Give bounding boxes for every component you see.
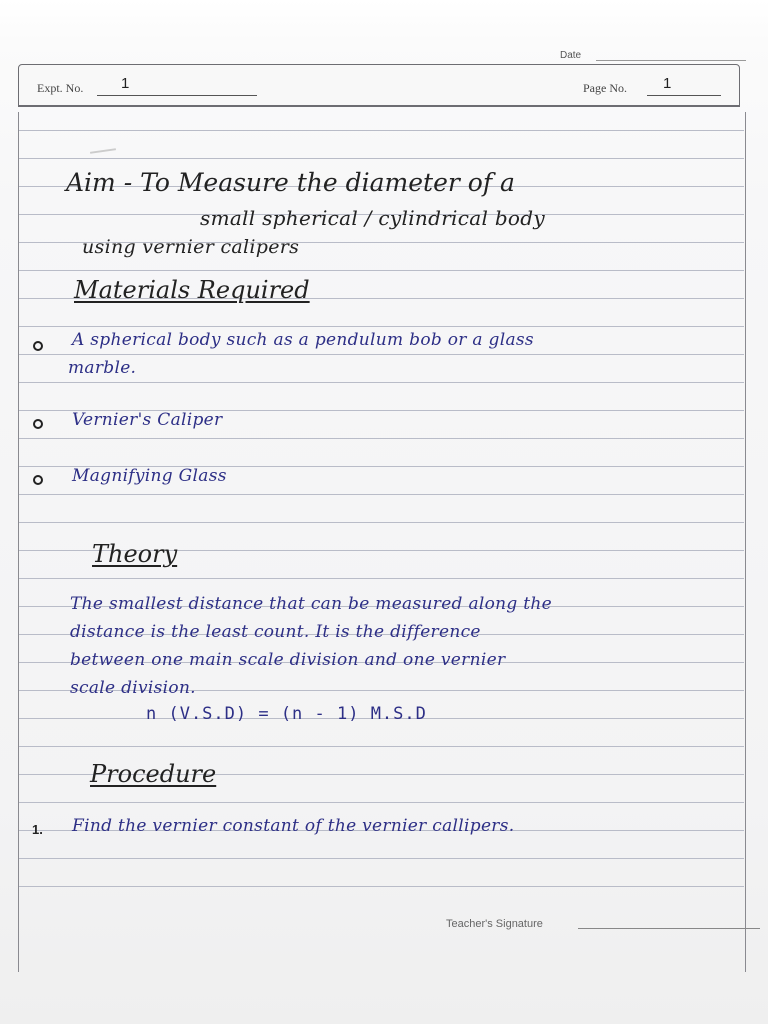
page-no-label: Page No. [583,81,627,95]
expt-no-label: Expt. No. [37,81,84,95]
page-no-line [647,95,721,96]
material-item-1: A spherical body such as a pendulum bob or a glass [72,330,534,350]
aim-line-2: small spherical / cylindrical body [200,206,545,230]
page-no-value: 1 [663,75,672,92]
theory-heading: Theory [92,540,178,568]
date-line [596,60,746,61]
material-item-2: Vernier's Caliper [72,410,223,430]
teacher-signature-line [578,928,760,929]
aim-line-3: using vernier calipers [82,236,300,258]
theory-line-2: distance is the least count. It is the difference [70,622,481,642]
bullet-icon [33,419,43,429]
procedure-step-text: Find the vernier constant of the vernier callipers. [72,816,515,836]
material-item-1-cont: marble. [68,358,137,378]
bullet-icon [33,341,43,351]
theory-line-3: between one main scale division and one vernier [70,650,506,670]
procedure-heading: Procedure [90,760,217,788]
bullet-icon [33,475,43,485]
page-header [18,64,740,107]
materials-heading: Materials Required [74,276,310,304]
expt-no-value: 1 [121,75,130,92]
date-label: Date [560,50,582,61]
expt-no-line [97,95,257,96]
aim-line-1: Aim - To Measure the diameter of a [66,168,515,197]
procedure-step-number: 1. [32,822,43,837]
theory-formula: n (V.S.D) = (n - 1) M.S.D [146,704,427,724]
teacher-signature-label: Teacher's Signature [446,918,543,930]
material-item-3: Magnifying Glass [72,466,227,486]
theory-line-4: scale division. [70,678,196,698]
theory-line-1: The smallest distance that can be measured along the [70,594,553,614]
